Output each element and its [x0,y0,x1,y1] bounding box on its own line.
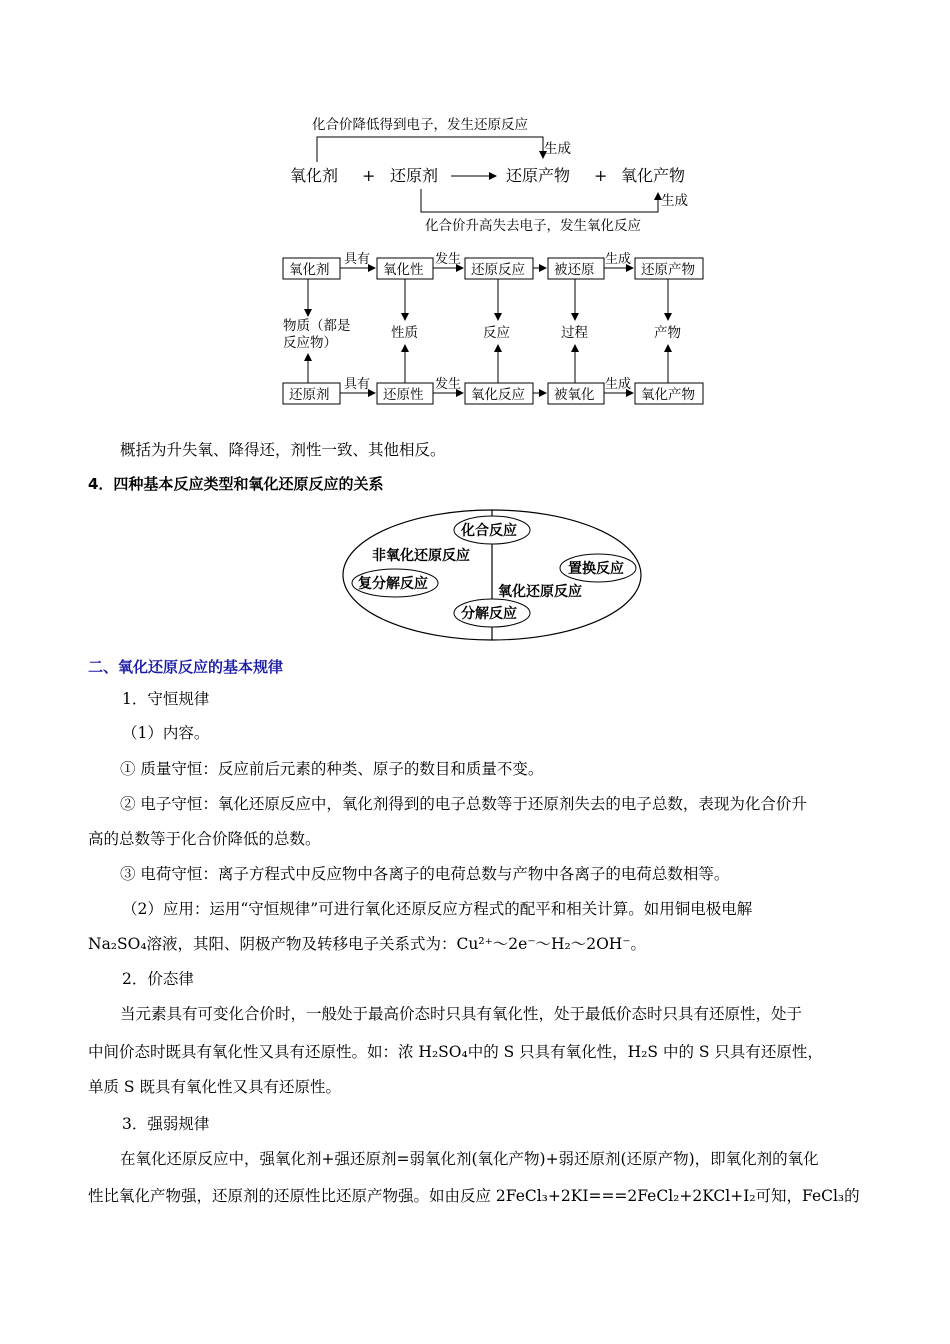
svg-text:被氧化: 被氧化 [554,387,595,403]
rule1-electron-line2: 高的总数等于化合价降低的总数。 [88,830,321,848]
plus-sign-1: + [362,166,376,185]
rule2-heading: 2．价态律 [122,970,194,988]
bottom-bracket-line [421,189,658,212]
svg-text:还原剂: 还原剂 [289,387,330,403]
mid-substance-1: 物质（都是 [283,318,351,334]
combination-label: 化合反应 [461,523,517,539]
reaction-types-venn [340,505,645,645]
rule1-content-label: （1）内容。 [122,724,210,742]
mid-process: 过程 [561,325,588,341]
rule3-line1: 在氧化还原反应中，强氧化剂+强还原剂=弱氧化剂(氧化产物)+弱还原剂(还原产物)，即氧化剂的氧化 [120,1150,819,1168]
rule1-heading: 1．守恒规律 [122,690,210,708]
mid-product: 产物 [654,325,681,341]
mid-property: 性质 [391,325,418,341]
rule1-mass: ① 质量守恒：反应前后元素的种类、原子的数目和质量不变。 [120,760,544,778]
bottom-arrow-label: 生成 [661,193,688,209]
mid-reaction: 反应 [483,325,510,341]
rule2-line1: 当元素具有可变化合价时，一般处于最高价态时只具有氧化性，处于最低价态时只具有还原性，处于 [120,1005,803,1023]
section4-heading: 4．四种基本反应类型和氧化还原反应的关系 [88,475,384,493]
rule1-electron-line1: ② 电子守恒：氧化还原反应中，氧化剂得到的电子总数等于还原剂失去的电子总数，表现为化合价升 [120,795,807,813]
oxidation-product-label: 氧化产物 [621,166,686,185]
mid-substance-2: 反应物） [283,335,337,351]
rule3-line2: 性比氧化产物强，还原剂的还原性比还原产物强。如由反应 2FeCl₃+2KI===2FeCl₂+2KCl+I₂可知，FeCl₃的 [88,1187,860,1205]
redox-relation-diagram [270,110,710,240]
top-link-generate: 生成 [605,252,632,267]
bottom-link-generate: 生成 [605,377,632,392]
svg-text:氧化剂: 氧化剂 [289,262,330,278]
double-decomp-label: 复分解反应 [358,576,428,592]
svg-text:还原反应: 还原反应 [471,262,525,278]
reduction-product-label: 还原产物 [506,166,571,185]
section2-heading: 二、氧化还原反应的基本规律 [88,658,284,676]
rule1-charge: ③ 电荷守恒：离子方程式中反应物中各离子的电荷总数与产物中各离子的电荷总数相等。 [120,865,730,883]
summary-text: 概括为升失氧、降得还，剂性一致、其他相反。 [120,441,446,459]
svg-text:被还原: 被还原 [554,262,595,278]
svg-text:氧化产物: 氧化产物 [641,387,695,403]
redox-concept-flowchart [275,248,715,413]
rule2-line3: 单质 S 既具有氧化性又具有还原性。 [88,1078,341,1096]
top-label: 化合价降低得到电子，发生还原反应 [312,117,528,133]
svg-text:氧化反应: 氧化反应 [471,387,525,403]
decomposition-label: 分解反应 [461,606,517,622]
bottom-label: 化合价升高失去电子，发生氧化反应 [425,218,641,234]
svg-text:还原产物: 还原产物 [641,262,695,278]
redox-label: 氧化还原反应 [498,584,582,600]
top-link-undergo: 发生 [435,252,462,267]
svg-text:还原性: 还原性 [383,387,424,403]
reductant-label: 还原剂 [390,166,439,185]
svg-text:氧化性: 氧化性 [383,262,424,278]
top-bracket-line [317,137,543,162]
bottom-link-have: 具有 [344,377,371,392]
rule1-application-line2: Na₂SO₄溶液，其阳、阴极产物及转移电子关系式为：Cu²⁺～2e⁻～H₂～2OH⁻。 [88,935,647,953]
plus-sign-2: + [594,166,608,185]
bottom-link-undergo: 发生 [435,377,462,392]
non-redox-label: 非氧化还原反应 [372,548,470,564]
top-link-have: 具有 [344,252,371,267]
oxidant-label: 氧化剂 [290,166,339,185]
rule1-application-line1: （2）应用：运用“守恒规律”可进行氧化还原反应方程式的配平和相关计算。如用铜电极电解 [122,900,753,918]
rule3-heading: 3．强弱规律 [122,1115,210,1133]
top-arrow-label: 生成 [544,141,571,157]
displacement-label: 置换反应 [568,561,624,577]
rule2-line2: 中间价态时既具有氧化性又具有还原性。如：浓 H₂SO₄中的 S 只具有氧化性，H₂S 中的 S 只具有还原性， [88,1043,823,1061]
